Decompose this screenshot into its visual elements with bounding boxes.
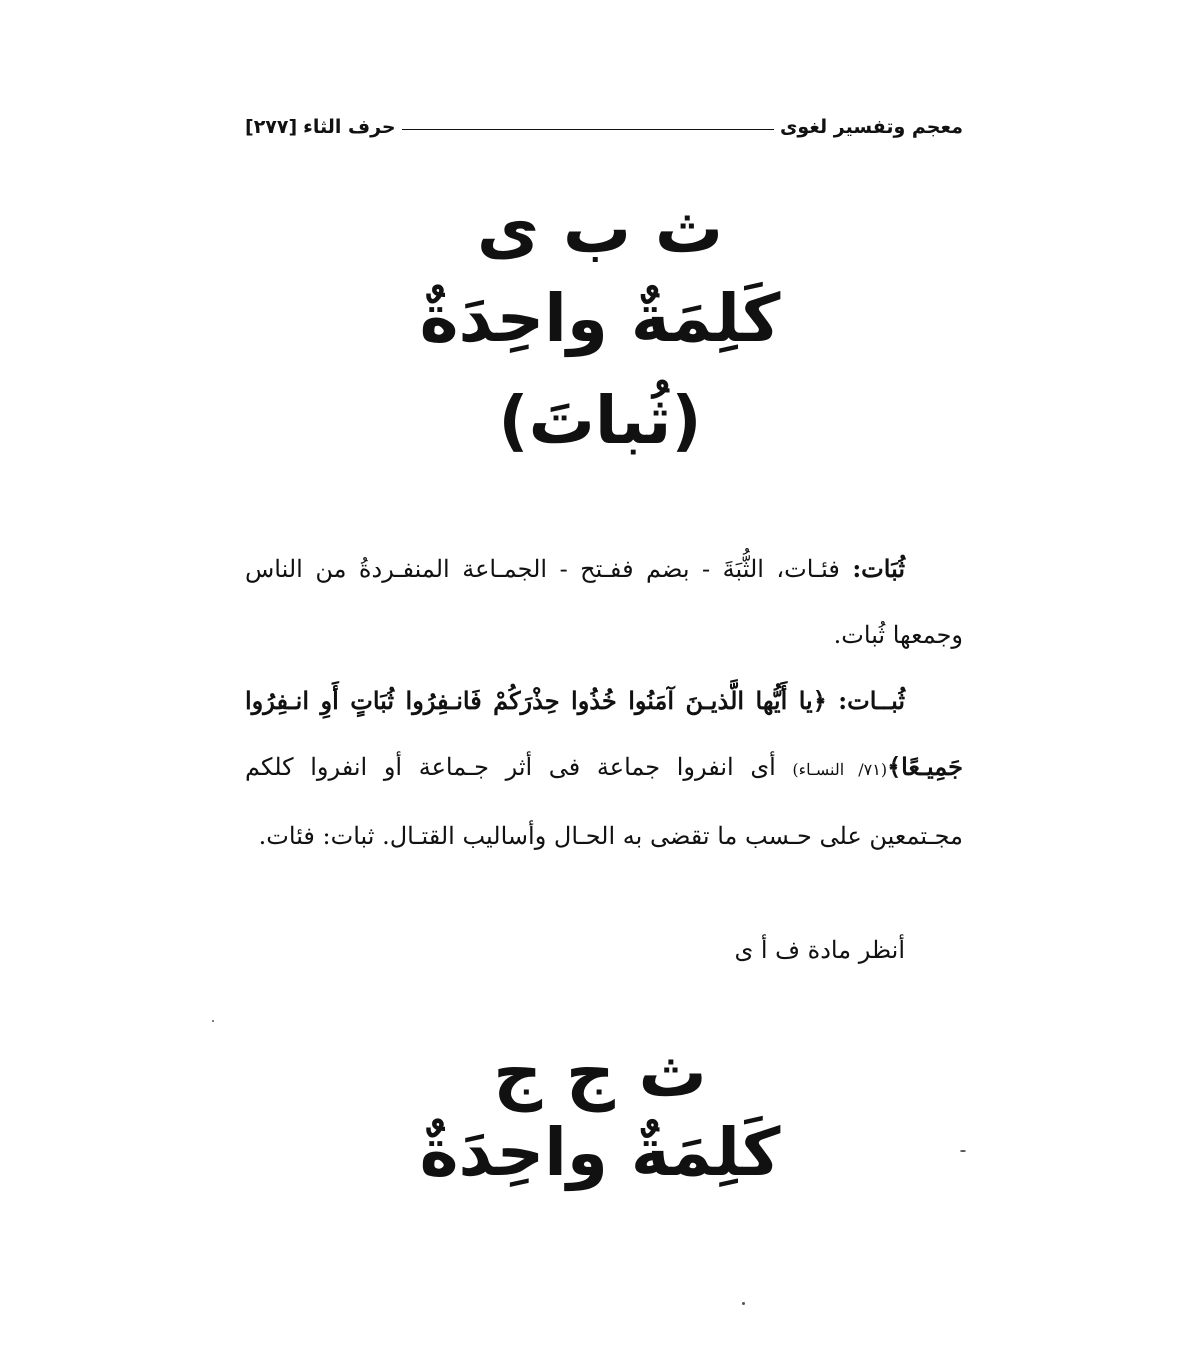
verse-reference: (٧١/ النسـاء) [792, 760, 888, 779]
running-header [245, 110, 963, 144]
definition-text: أى انفروا جماعة فى أثر جـماعة أو انفروا كلكم مجـتمعين على حـسب ما تقضى به الحـال وأساليب القتـال. ثبات: فئات. [245, 753, 963, 850]
entry-word-heading: (ثُباتَ) [498, 382, 702, 459]
quran-verse: ﴿يا أَيُّها الَّذيـنَ آمَنُوا خُذُوا حِذْرَكُمْ فَانـفِرُوا ثُبَاتٍ أَوِ انـفِرُوا جَمِيـعًا﴾ [245, 686, 963, 781]
scan-speck [742, 1302, 745, 1305]
page-number: [٢٧٧] [245, 116, 298, 138]
root-letters-heading: ث ج ج [493, 1034, 707, 1113]
headword: ثُبَات: [852, 554, 905, 583]
header-rule [402, 129, 774, 130]
section-title: حرف الثاء [303, 116, 396, 138]
word-count-heading: كَلِمَةٌ واحِدَةٌ [419, 280, 781, 357]
scan-speck [960, 1150, 966, 1152]
definition-paragraph [245, 536, 963, 668]
book-title: معجم وتفسير لغوى [779, 116, 963, 138]
entry-body [245, 536, 963, 869]
see-also-note: أنظر مادة ف أ ى [734, 936, 905, 964]
definition-paragraph [245, 668, 963, 869]
headword: ثُبــات: [838, 686, 905, 715]
root-letters-heading: ث ب ى [476, 190, 724, 269]
word-count-heading: كَلِمَةٌ واحِدَةٌ [419, 1114, 781, 1191]
scan-speck [212, 1020, 214, 1022]
definition-text: فئـات، الثُّبَةَ - بضم ففـتح - الجمـاعة المنفـردةُ من الناس وجمعها ثُبات. [245, 555, 963, 649]
